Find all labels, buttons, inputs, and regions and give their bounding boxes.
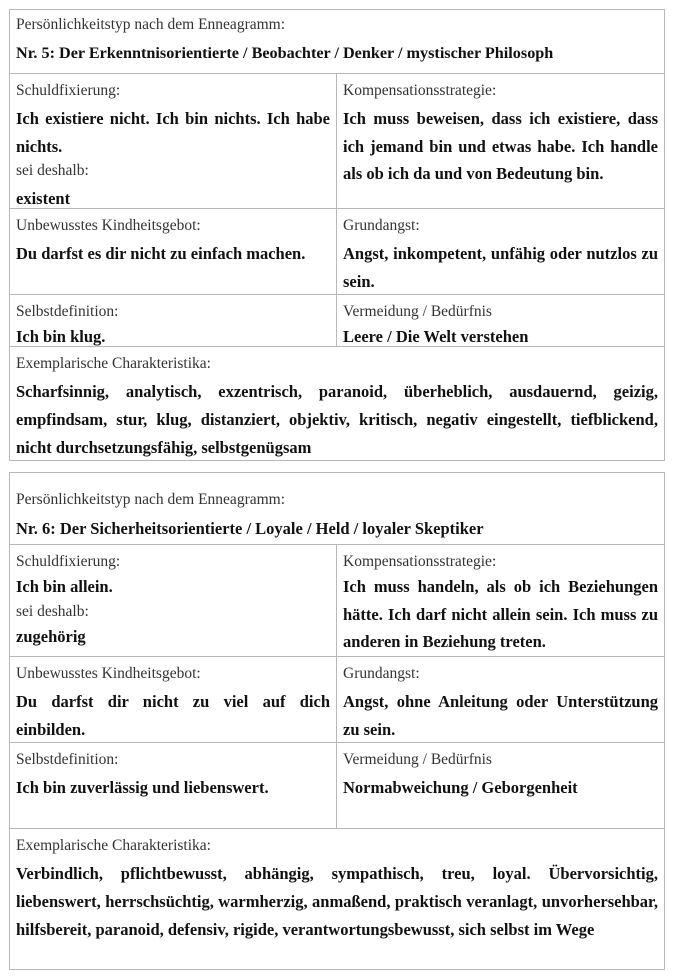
- charakteristika-value: Scharfsinnig, analytisch, exzentrisch, paranoid, überheblich, ausdauernd, geizig, empfindsam, stur, klug, distanziert, objektiv, kritisch, negativ eingestellt, tiefblickend, nicht durchsetzungsfähig, selbstgenügsam: [16, 382, 658, 457]
- schuld-label: Schuldfixierung:: [16, 82, 121, 99]
- kompensation-cell: [337, 74, 664, 208]
- angst-label: Grundangst:: [343, 217, 420, 234]
- charakteristika-label: Exemplarische Charakteristika:: [16, 355, 211, 372]
- charakteristika-value: Verbindlich, pflichtbewusst, abhängig, sympathisch, treu, loyal. Übervorsichtig, liebenswert, herrschsüchtig, warmherzig, anmaßend, praktisch veranlagt, unvorhersehbar, hilfsbereit, paranoid, defensiv, rigide, verantwortungsbewusst, sich selbst im Wege: [16, 864, 658, 939]
- charakteristika-label: Exemplarische Charakteristika:: [16, 837, 211, 854]
- schuld-label: Schuldfixierung:: [16, 553, 121, 570]
- gebot-label: Unbewusstes Kindheitsgebot:: [16, 665, 201, 682]
- deshalb-value: zugehörig: [16, 626, 86, 646]
- deshalb-value: existent: [16, 189, 71, 208]
- vermeidung-cell: [337, 295, 664, 346]
- kompensation-cell: [337, 545, 664, 656]
- type-title: Nr. 6: Der Sicherheitsorientierte / Loyale / Held / loyaler Skeptiker: [16, 519, 484, 538]
- gebot-cell: [10, 209, 337, 294]
- row-schuld-kompensation: [10, 74, 664, 209]
- angst-value: Angst, ohne Anleitung oder Unterstützung zu sein.: [343, 692, 658, 739]
- row-selbst-vermeidung: [10, 295, 664, 347]
- row-schuld-kompensation: [10, 545, 664, 657]
- deshalb-label: sei deshalb:: [16, 602, 89, 620]
- angst-value: Angst, inkompetent, unfähig oder nutzlos zu sein.: [343, 244, 658, 291]
- enneagram-card-type-6: [9, 472, 665, 970]
- selbst-label: Selbstdefinition:: [16, 303, 119, 320]
- row-gebot-angst: [10, 657, 664, 743]
- vermeidung-label: Vermeidung / Bedürfnis: [343, 751, 492, 768]
- selbst-value: Ich bin zuverlässig und liebenswert.: [16, 778, 269, 797]
- gebot-label: Unbewusstes Kindheitsgebot:: [16, 217, 201, 234]
- deshalb-label: sei deshalb:: [16, 162, 89, 179]
- vermeidung-cell: [337, 743, 664, 828]
- angst-label: Grundangst:: [343, 665, 420, 682]
- vermeidung-value: Leere / Die Welt verstehen: [343, 327, 529, 346]
- selbst-label: Selbstdefinition:: [16, 751, 119, 768]
- selbst-cell: [10, 743, 337, 828]
- type-label: Persönlichkeitstyp nach dem Enneagramm:: [16, 491, 286, 508]
- type-header: [10, 10, 664, 74]
- enneagram-card-type-5: [9, 9, 665, 461]
- type-label: Persönlichkeitstyp nach dem Enneagramm:: [16, 16, 286, 33]
- type-title: Nr. 5: Der Erkenntnisorientierte / Beobachter / Denker / mystischer Philosoph: [16, 44, 554, 62]
- selbst-value: Ich bin klug.: [16, 327, 106, 346]
- row-gebot-angst: [10, 209, 664, 295]
- gebot-value: Du darfst es dir nicht zu einfach machen.: [16, 244, 306, 263]
- row-charakteristika: [10, 829, 664, 944]
- kompensation-label: Kompensationsstrategie:: [343, 553, 497, 570]
- angst-cell: [337, 657, 664, 742]
- gebot-value: Du darfst dir nicht zu viel auf dich einbilden.: [16, 692, 330, 739]
- kompensation-value: Ich muss beweisen, dass ich existiere, dass ich jemand bin und etwas habe. Ich handle als ob ich da und von Bedeutung bin.: [343, 109, 658, 183]
- schuld-cell: [10, 545, 337, 656]
- row-charakteristika: [10, 347, 664, 462]
- row-selbst-vermeidung: [10, 743, 664, 829]
- kompensation-label: Kompensationsstrategie:: [343, 82, 497, 99]
- schuld-value: Ich bin allein.: [16, 577, 113, 596]
- angst-cell: [337, 209, 664, 294]
- vermeidung-value: Normabweichung / Geborgenheit: [343, 778, 578, 797]
- schuld-value: Ich existiere nicht. Ich bin nichts. Ich habe nichts.: [16, 109, 330, 156]
- schuld-cell: [10, 74, 337, 208]
- type-header: [10, 473, 664, 545]
- selbst-cell: [10, 295, 337, 346]
- vermeidung-label: Vermeidung / Bedürfnis: [343, 303, 492, 320]
- gebot-cell: [10, 657, 337, 742]
- kompensation-value: Ich muss handeln, als ob ich Beziehungen hätte. Ich darf nicht allein sein. Ich muss zu anderen in Beziehung treten.: [343, 577, 658, 651]
